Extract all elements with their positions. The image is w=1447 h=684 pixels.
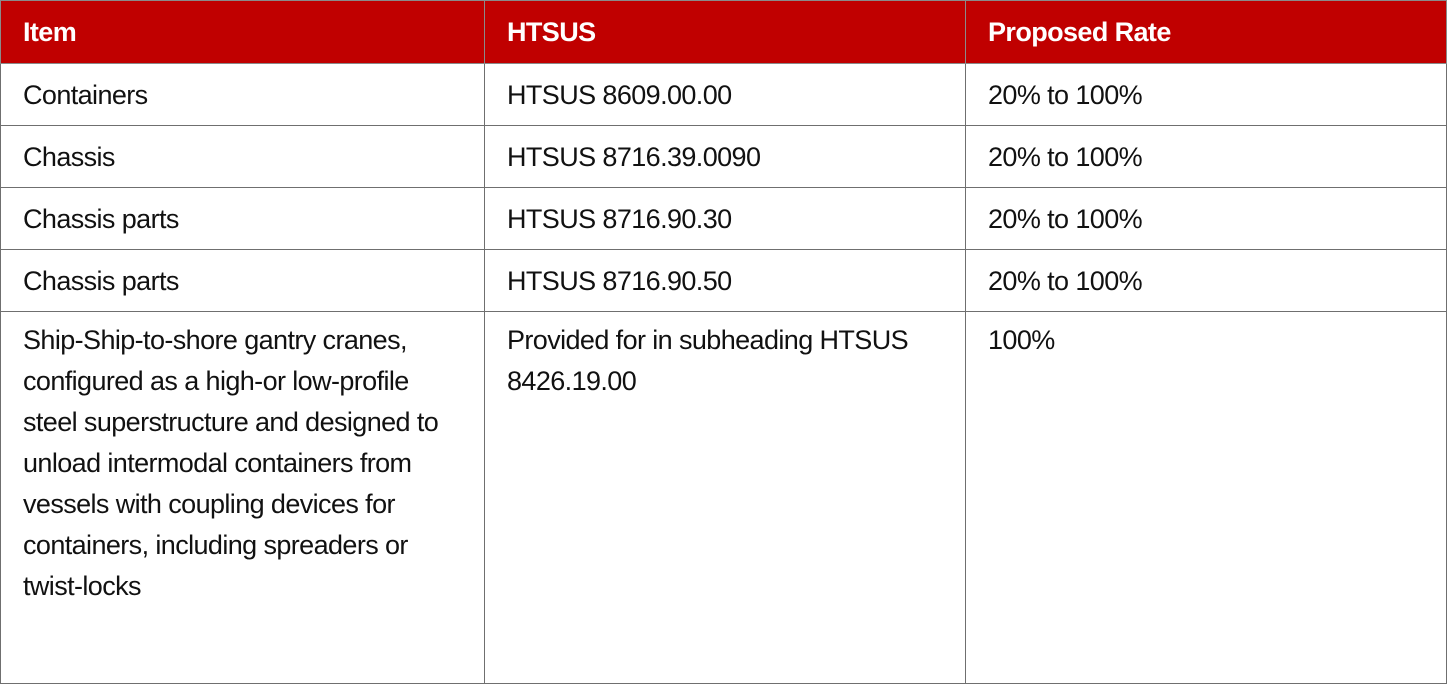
cell-rate: 100%: [966, 312, 1447, 684]
cell-rate: 20% to 100%: [966, 64, 1447, 126]
cell-item: Ship-Ship-to-shore gantry cranes, configured as a high-or low-profile steel superstructure and designed to unload intermodal containers from vessels with coupling devices for containers, including spreaders or twist-locks: [1, 312, 485, 684]
table-row: [1, 250, 1447, 312]
column-header-htsus: HTSUS: [485, 1, 966, 64]
cell-item: Chassis: [1, 126, 485, 188]
cell-htsus: HTSUS 8609.00.00: [485, 64, 966, 126]
table-row: [1, 126, 1447, 188]
table-row: [1, 64, 1447, 126]
table-header-row: [1, 1, 1447, 64]
cell-htsus: Provided for in subheading HTSUS 8426.19.00: [485, 312, 966, 684]
table-row: [1, 312, 1447, 684]
column-header-item: Item: [1, 1, 485, 64]
cell-item: Containers: [1, 64, 485, 126]
column-header-proposed-rate: Proposed Rate: [966, 1, 1447, 64]
cell-htsus: HTSUS 8716.90.30: [485, 188, 966, 250]
cell-item: Chassis parts: [1, 250, 485, 312]
cell-rate: 20% to 100%: [966, 126, 1447, 188]
cell-rate: 20% to 100%: [966, 250, 1447, 312]
table-row: [1, 188, 1447, 250]
cell-rate: 20% to 100%: [966, 188, 1447, 250]
cell-htsus: HTSUS 8716.90.50: [485, 250, 966, 312]
cell-htsus: HTSUS 8716.39.0090: [485, 126, 966, 188]
cell-item: Chassis parts: [1, 188, 485, 250]
